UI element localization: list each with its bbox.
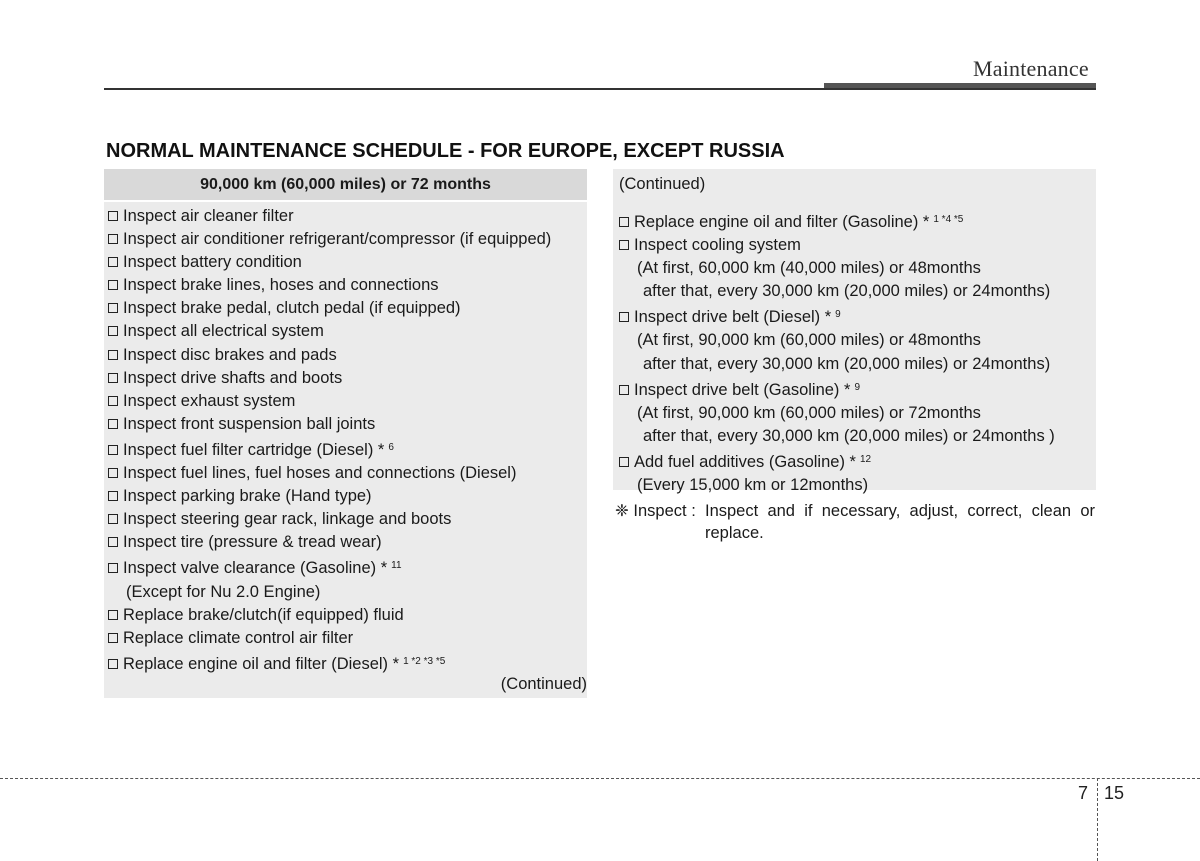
item-text: Replace engine oil and filter (Gasoline) * bbox=[634, 213, 930, 231]
checklist-item bbox=[108, 251, 587, 274]
checkbox-icon bbox=[108, 257, 118, 267]
item-text: Inspect brake pedal, clutch pedal (if equipped) bbox=[123, 299, 461, 318]
item-note: (At first, 90,000 km (60,000 miles) or 72months bbox=[637, 403, 981, 422]
header-rule bbox=[104, 88, 1096, 90]
checkbox-icon bbox=[108, 234, 118, 244]
item-text: Inspect valve clearance (Gasoline) * bbox=[123, 559, 388, 578]
item-text: Inspect all electrical system bbox=[123, 322, 324, 341]
checkbox-icon bbox=[108, 537, 118, 547]
item-text: Inspect exhaust system bbox=[123, 391, 296, 410]
checklist-item bbox=[108, 297, 587, 320]
page-number: 15 bbox=[1104, 783, 1125, 803]
checklist-right bbox=[613, 200, 1096, 497]
checklist-item bbox=[108, 462, 587, 485]
checklist-item bbox=[108, 627, 587, 650]
inspect-note bbox=[615, 500, 1095, 544]
checkbox-icon bbox=[108, 326, 118, 336]
checklist-item bbox=[108, 531, 587, 554]
checkbox-icon bbox=[108, 211, 118, 221]
item-text: Replace engine oil and filter (Diesel) * bbox=[123, 654, 400, 673]
schedule-panel-right bbox=[613, 169, 1096, 495]
item-text: Inspect tire (pressure & tread wear) bbox=[123, 533, 382, 552]
checkbox-icon bbox=[108, 491, 118, 501]
note-body: Inspect and if necessary, adjust, correct, clean or replace. bbox=[705, 502, 1095, 542]
item-note: after that, every 30,000 km (20,000 miles) or 24months) bbox=[643, 282, 1051, 301]
item-text: Inspect drive belt (Diesel) * bbox=[634, 308, 832, 327]
item-text: Inspect drive shafts and boots bbox=[123, 368, 343, 387]
page-heading: NORMAL MAINTENANCE SCHEDULE - FOR EUROPE, EXCEPT RUSSIA bbox=[106, 140, 785, 162]
item-text: Inspect air cleaner filter bbox=[123, 207, 294, 225]
checklist-left bbox=[104, 202, 587, 676]
item-note: (Every 15,000 km or 12months) bbox=[637, 476, 869, 495]
checkbox-icon bbox=[108, 373, 118, 383]
checkbox-icon bbox=[108, 563, 118, 573]
footer-divider bbox=[1097, 778, 1098, 861]
checklist-item bbox=[108, 604, 587, 627]
item-text: Inspect fuel filter cartridge (Diesel) * bbox=[123, 440, 385, 459]
checkbox-icon bbox=[619, 385, 629, 395]
checkbox-icon bbox=[619, 217, 629, 227]
item-note: after that, every 30,000 km (20,000 miles) or 24months) bbox=[643, 354, 1051, 373]
checklist-item bbox=[108, 390, 587, 413]
checkbox-icon bbox=[108, 419, 118, 429]
item-note: (Except for Nu 2.0 Engine) bbox=[126, 582, 321, 601]
checkbox-icon bbox=[108, 396, 118, 406]
footnote-ref: 9 bbox=[854, 381, 860, 393]
checklist-item bbox=[108, 650, 587, 676]
checklist-item bbox=[619, 448, 1096, 497]
item-text: Inspect parking brake (Hand type) bbox=[123, 487, 372, 506]
item-text: Replace climate control air filter bbox=[123, 628, 354, 647]
checkbox-icon bbox=[108, 610, 118, 620]
checkbox-icon bbox=[108, 350, 118, 360]
checklist-item bbox=[108, 205, 587, 228]
item-text: Inspect disc brakes and pads bbox=[123, 345, 337, 364]
checkbox-icon bbox=[108, 468, 118, 478]
footnote-ref: 11 bbox=[391, 560, 402, 572]
checklist-item bbox=[108, 554, 587, 603]
item-text: Inspect cooling system bbox=[634, 236, 801, 255]
item-note: (At first, 90,000 km (60,000 miles) or 48months bbox=[637, 331, 981, 350]
footnote-ref: 9 bbox=[835, 309, 841, 321]
checklist-item bbox=[619, 303, 1096, 375]
continued-label: (Continued) bbox=[500, 675, 587, 693]
checkbox-icon bbox=[619, 240, 629, 250]
footnote-ref: 12 bbox=[859, 453, 872, 465]
note-lead: ❈ Inspect : bbox=[615, 502, 696, 520]
interval-header: 90,000 km (60,000 miles) or 72 months bbox=[104, 169, 587, 202]
item-text: Inspect fuel lines, fuel hoses and connections (Diesel) bbox=[123, 464, 517, 483]
checkbox-icon bbox=[108, 445, 118, 455]
item-text: Inspect front suspension ball joints bbox=[123, 414, 376, 433]
checkbox-icon bbox=[108, 514, 118, 524]
checkbox-icon bbox=[619, 457, 629, 467]
checklist-item bbox=[108, 485, 587, 508]
item-text: Replace brake/clutch(if equipped) fluid bbox=[123, 605, 404, 624]
item-note: (At first, 60,000 km (40,000 miles) or 48months bbox=[637, 259, 981, 278]
section-title: Maintenance bbox=[973, 56, 1089, 81]
item-text: Add fuel additives (Gasoline) * bbox=[634, 452, 856, 471]
schedule-panel-left bbox=[104, 169, 587, 698]
checklist-item bbox=[619, 234, 1096, 303]
checklist-item bbox=[108, 344, 587, 367]
footnote-ref: 1 *4 *5 bbox=[933, 214, 964, 225]
footnote-ref: 1 *2 *3 *5 bbox=[403, 655, 446, 667]
checklist-item bbox=[108, 413, 587, 436]
item-text: Inspect steering gear rack, linkage and boots bbox=[123, 510, 452, 529]
checkbox-icon bbox=[108, 303, 118, 313]
item-text: Inspect air conditioner refrigerant/compressor (if equipped) bbox=[123, 230, 552, 249]
checklist-item bbox=[108, 508, 587, 531]
item-text: Inspect brake lines, hoses and connections bbox=[123, 276, 439, 295]
checkbox-icon bbox=[108, 633, 118, 643]
footnote-ref: 6 bbox=[388, 441, 394, 453]
checklist-item bbox=[108, 320, 587, 343]
checklist-item bbox=[619, 376, 1096, 448]
checklist-item bbox=[108, 367, 587, 390]
checkbox-icon bbox=[108, 280, 118, 290]
footer-rule bbox=[0, 778, 1200, 779]
item-text: Inspect battery condition bbox=[123, 253, 302, 272]
checklist-item bbox=[619, 208, 1096, 234]
checkbox-icon bbox=[108, 659, 118, 669]
item-note: after that, every 30,000 km (20,000 miles) or 24months ) bbox=[643, 426, 1055, 445]
chapter-number: 7 bbox=[1078, 783, 1089, 803]
continued-label: (Continued) bbox=[619, 175, 706, 193]
checklist-item bbox=[108, 436, 587, 462]
item-text: Inspect drive belt (Gasoline) * bbox=[634, 380, 851, 399]
checklist-item bbox=[108, 274, 587, 297]
checkbox-icon bbox=[619, 312, 629, 322]
checklist-item bbox=[108, 228, 587, 251]
